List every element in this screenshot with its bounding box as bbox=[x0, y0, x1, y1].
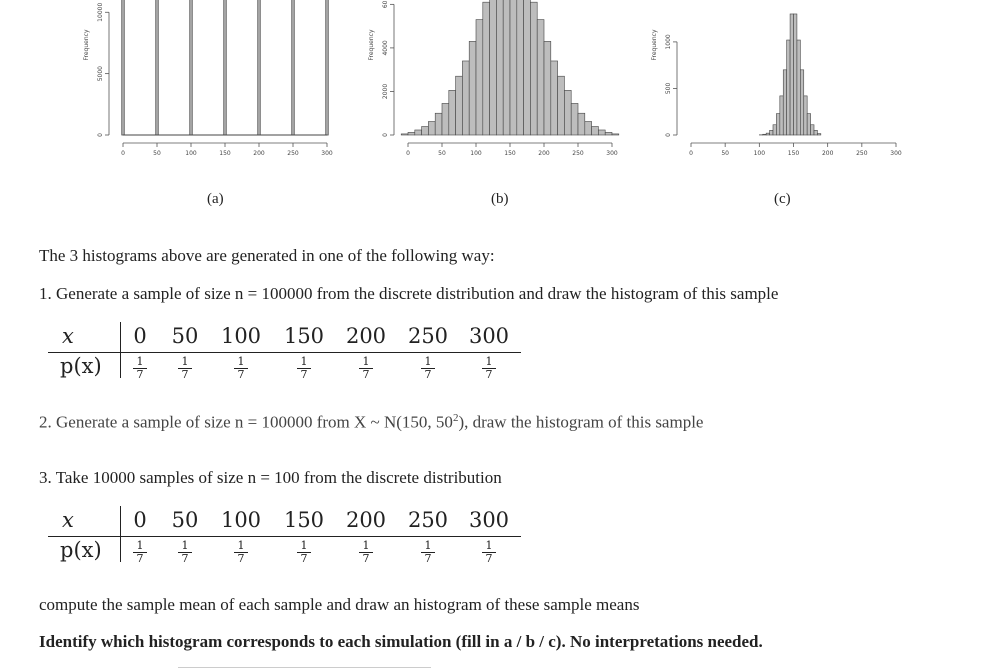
y-tick-label: 500 bbox=[665, 82, 672, 95]
probability-fraction bbox=[421, 540, 435, 565]
fraction-denominator: 7 bbox=[136, 552, 144, 565]
probability-fraction bbox=[178, 356, 192, 381]
x-tick-label: 250 bbox=[572, 150, 584, 157]
fraction-denominator: 7 bbox=[485, 552, 493, 565]
histogram-bar bbox=[490, 0, 497, 135]
fraction-denominator: 7 bbox=[181, 368, 189, 381]
histogram-bar bbox=[469, 41, 476, 135]
histogram-bar bbox=[476, 20, 483, 135]
histogram-bar bbox=[551, 61, 558, 135]
histogram-bar bbox=[797, 40, 800, 135]
histogram-bar bbox=[776, 114, 779, 135]
x-value: 0 bbox=[133, 324, 147, 348]
x-tick-label: 200 bbox=[821, 150, 834, 157]
x-value: 300 bbox=[468, 324, 510, 348]
x-tick-label: 50 bbox=[153, 150, 161, 157]
y-tick-label: 0 bbox=[382, 133, 389, 137]
item2-text-end: ), draw the histogram of this sample bbox=[458, 412, 704, 432]
histogram-bar bbox=[571, 103, 578, 135]
x-tick-label: 150 bbox=[504, 150, 516, 157]
histogram-b-plot bbox=[365, 0, 625, 165]
fraction-numerator: 1 bbox=[421, 540, 435, 553]
probability-fraction bbox=[133, 540, 147, 565]
histogram-bar bbox=[783, 70, 786, 135]
x-tick-label: 200 bbox=[253, 150, 265, 157]
histogram-bar bbox=[442, 103, 449, 135]
fraction-denominator: 7 bbox=[362, 552, 370, 565]
histogram-bar bbox=[510, 0, 517, 135]
px-header: p(x) bbox=[60, 538, 102, 562]
px-header: p(x) bbox=[60, 354, 102, 378]
x-value: 300 bbox=[468, 508, 510, 532]
histogram-bar bbox=[408, 132, 415, 135]
probability-fraction bbox=[482, 540, 496, 565]
y-tick-label: 0 bbox=[665, 133, 672, 137]
item1-text: 1. Generate a sample of size n = 100000 from the discrete distribution and draw the histogram of this sample bbox=[39, 284, 779, 303]
fraction-numerator: 1 bbox=[482, 356, 496, 369]
histogram-bar bbox=[258, 0, 260, 135]
histogram-bar bbox=[524, 0, 531, 135]
histogram-a bbox=[80, 0, 340, 165]
fraction-denominator: 7 bbox=[300, 552, 308, 565]
identify-text: Identify which histogram corresponds to each simulation (fill in a / b / c). No interpretations needed. bbox=[39, 632, 763, 651]
histogram-bar bbox=[592, 127, 599, 135]
y-axis-label: Frequency bbox=[368, 29, 375, 61]
fraction-denominator: 7 bbox=[136, 368, 144, 381]
x-tick-label: 50 bbox=[438, 150, 446, 157]
caption-a: (a) bbox=[207, 191, 224, 207]
x-tick-label: 0 bbox=[406, 150, 410, 157]
histogram-bar bbox=[401, 134, 408, 135]
histogram-bar bbox=[503, 0, 510, 135]
histogram-a-plot bbox=[80, 0, 340, 165]
y-axis-label: Frequency bbox=[83, 29, 90, 61]
probability-fraction bbox=[234, 356, 248, 381]
bars bbox=[122, 0, 328, 135]
fraction-numerator: 1 bbox=[178, 356, 192, 369]
answer-input-edge[interactable] bbox=[178, 667, 431, 668]
item2-superscript: 2 bbox=[452, 412, 459, 424]
histogram-bar bbox=[544, 41, 551, 135]
probability-fraction bbox=[234, 540, 248, 565]
y-tick-label: 1000 bbox=[665, 34, 672, 50]
x-tick-label: 150 bbox=[787, 150, 800, 157]
histogram-bar bbox=[483, 2, 490, 135]
histogram-bar bbox=[766, 133, 769, 135]
histogram-bar bbox=[605, 132, 612, 135]
histogram-bar bbox=[763, 134, 766, 135]
fraction-denominator: 7 bbox=[485, 368, 493, 381]
fraction-denominator: 7 bbox=[362, 368, 370, 381]
x-value: 250 bbox=[407, 508, 449, 532]
histogram-bar bbox=[292, 0, 294, 135]
histogram-bar bbox=[558, 76, 565, 135]
histogram-bar bbox=[462, 61, 469, 135]
histogram-bar bbox=[537, 20, 544, 135]
caption-c: (c) bbox=[774, 191, 791, 207]
x-tick-label: 200 bbox=[538, 150, 550, 157]
histogram-bar bbox=[415, 130, 422, 135]
histogram-bar bbox=[811, 125, 814, 135]
x-tick-label: 250 bbox=[856, 150, 868, 157]
fraction-denominator: 7 bbox=[424, 552, 432, 565]
fraction-numerator: 1 bbox=[297, 540, 311, 553]
fraction-numerator: 1 bbox=[482, 540, 496, 553]
x-value: 100 bbox=[220, 324, 262, 348]
fraction-numerator: 1 bbox=[297, 356, 311, 369]
histogram-bar bbox=[156, 0, 158, 135]
x-value: 50 bbox=[171, 324, 199, 348]
probability-fraction bbox=[359, 356, 373, 381]
fraction-numerator: 1 bbox=[234, 540, 248, 553]
histogram-bar bbox=[517, 0, 524, 135]
histogram-bar bbox=[780, 96, 783, 135]
item2-text bbox=[39, 412, 703, 433]
x-tick-label: 100 bbox=[470, 150, 482, 157]
histogram-bar bbox=[807, 114, 810, 135]
y-tick-label: 60 bbox=[382, 0, 389, 9]
fraction-numerator: 1 bbox=[133, 540, 147, 553]
histogram-bar bbox=[190, 0, 192, 135]
probability-fraction bbox=[482, 356, 496, 381]
probability-fraction bbox=[421, 356, 435, 381]
table-divider bbox=[48, 352, 521, 353]
x-tick-label: 0 bbox=[689, 150, 693, 157]
x-tick-label: 250 bbox=[287, 150, 299, 157]
item3-text: 3. Take 10000 samples of size n = 100 from the discrete distribution bbox=[39, 468, 502, 487]
histogram-bar bbox=[787, 40, 790, 135]
y-tick-label: 4000 bbox=[382, 40, 389, 56]
x-tick-label: 150 bbox=[219, 150, 231, 157]
probability-fraction bbox=[133, 356, 147, 381]
x-tick-label: 0 bbox=[121, 150, 125, 157]
x-value: 250 bbox=[407, 324, 449, 348]
fraction-numerator: 1 bbox=[133, 356, 147, 369]
x-tick-label: 100 bbox=[185, 150, 197, 157]
bars bbox=[759, 14, 821, 135]
histogram-bar bbox=[456, 76, 463, 135]
table-separator bbox=[120, 506, 121, 562]
table-separator bbox=[120, 322, 121, 378]
x-value: 150 bbox=[283, 508, 325, 532]
probability-fraction bbox=[178, 540, 192, 565]
x-value: 150 bbox=[283, 324, 325, 348]
histogram-bar bbox=[598, 130, 605, 135]
histogram-bar bbox=[817, 134, 820, 135]
x-tick-label: 100 bbox=[753, 150, 766, 157]
y-axis-label: Frequency bbox=[651, 29, 658, 61]
histogram-bar bbox=[770, 130, 773, 135]
x-tick-label: 50 bbox=[721, 150, 729, 157]
histogram-bar bbox=[530, 2, 537, 135]
caption-b: (b) bbox=[491, 191, 509, 207]
y-tick-label: 2000 bbox=[382, 83, 389, 100]
x-value: 200 bbox=[345, 324, 387, 348]
fraction-denominator: 7 bbox=[181, 552, 189, 565]
histogram-bar bbox=[578, 113, 585, 135]
histogram-bar bbox=[564, 90, 571, 135]
histogram-bar bbox=[794, 14, 797, 135]
histogram-bar bbox=[612, 134, 619, 135]
probability-fraction bbox=[297, 356, 311, 381]
histogram-bar bbox=[326, 0, 328, 135]
histogram-bar bbox=[449, 90, 456, 135]
histogram-bar bbox=[122, 0, 124, 135]
probability-fraction bbox=[297, 540, 311, 565]
x-value: 50 bbox=[171, 508, 199, 532]
histogram-b bbox=[365, 0, 625, 165]
histogram-c-plot bbox=[648, 0, 908, 165]
y-tick-label: 0 bbox=[97, 133, 104, 137]
fraction-numerator: 1 bbox=[234, 356, 248, 369]
x-value: 100 bbox=[220, 508, 262, 532]
histogram-bar bbox=[224, 0, 226, 135]
histogram-bar bbox=[496, 0, 503, 135]
histogram-bar bbox=[422, 127, 429, 135]
x-tick-label: 300 bbox=[606, 150, 618, 157]
histogram-bar bbox=[773, 125, 776, 135]
histogram-bar bbox=[585, 122, 592, 136]
intro-text: The 3 histograms above are generated in one of the following way: bbox=[39, 246, 495, 265]
fraction-numerator: 1 bbox=[421, 356, 435, 369]
histogram-bar bbox=[790, 14, 793, 135]
y-tick-label: 10000 bbox=[97, 2, 104, 22]
histogram-bar bbox=[435, 113, 442, 135]
bars bbox=[401, 0, 619, 135]
distribution-table-2 bbox=[48, 506, 521, 568]
x-tick-label: 300 bbox=[890, 150, 902, 157]
fraction-numerator: 1 bbox=[359, 540, 373, 553]
histogram-c bbox=[648, 0, 908, 165]
histogram-bar bbox=[804, 96, 807, 135]
fraction-numerator: 1 bbox=[178, 540, 192, 553]
histogram-bar bbox=[428, 122, 435, 136]
x-header: x bbox=[62, 508, 74, 532]
x-tick-label: 300 bbox=[321, 150, 333, 157]
fraction-denominator: 7 bbox=[237, 368, 245, 381]
x-header: x bbox=[62, 324, 74, 348]
histogram-bar bbox=[814, 130, 817, 135]
fraction-numerator: 1 bbox=[359, 356, 373, 369]
distribution-table-1 bbox=[48, 322, 521, 384]
fraction-denominator: 7 bbox=[424, 368, 432, 381]
compute-text: compute the sample mean of each sample and draw an histogram of these sample means bbox=[39, 595, 640, 614]
fraction-denominator: 7 bbox=[300, 368, 308, 381]
histogram-bar bbox=[800, 70, 803, 135]
table-divider bbox=[48, 536, 521, 537]
y-tick-label: 5000 bbox=[97, 65, 104, 82]
probability-fraction bbox=[359, 540, 373, 565]
x-value: 0 bbox=[133, 508, 147, 532]
x-value: 200 bbox=[345, 508, 387, 532]
fraction-denominator: 7 bbox=[237, 552, 245, 565]
item2-text-start: 2. Generate a sample of size n = 100000 from X ~ N(150, 50 bbox=[39, 412, 453, 432]
